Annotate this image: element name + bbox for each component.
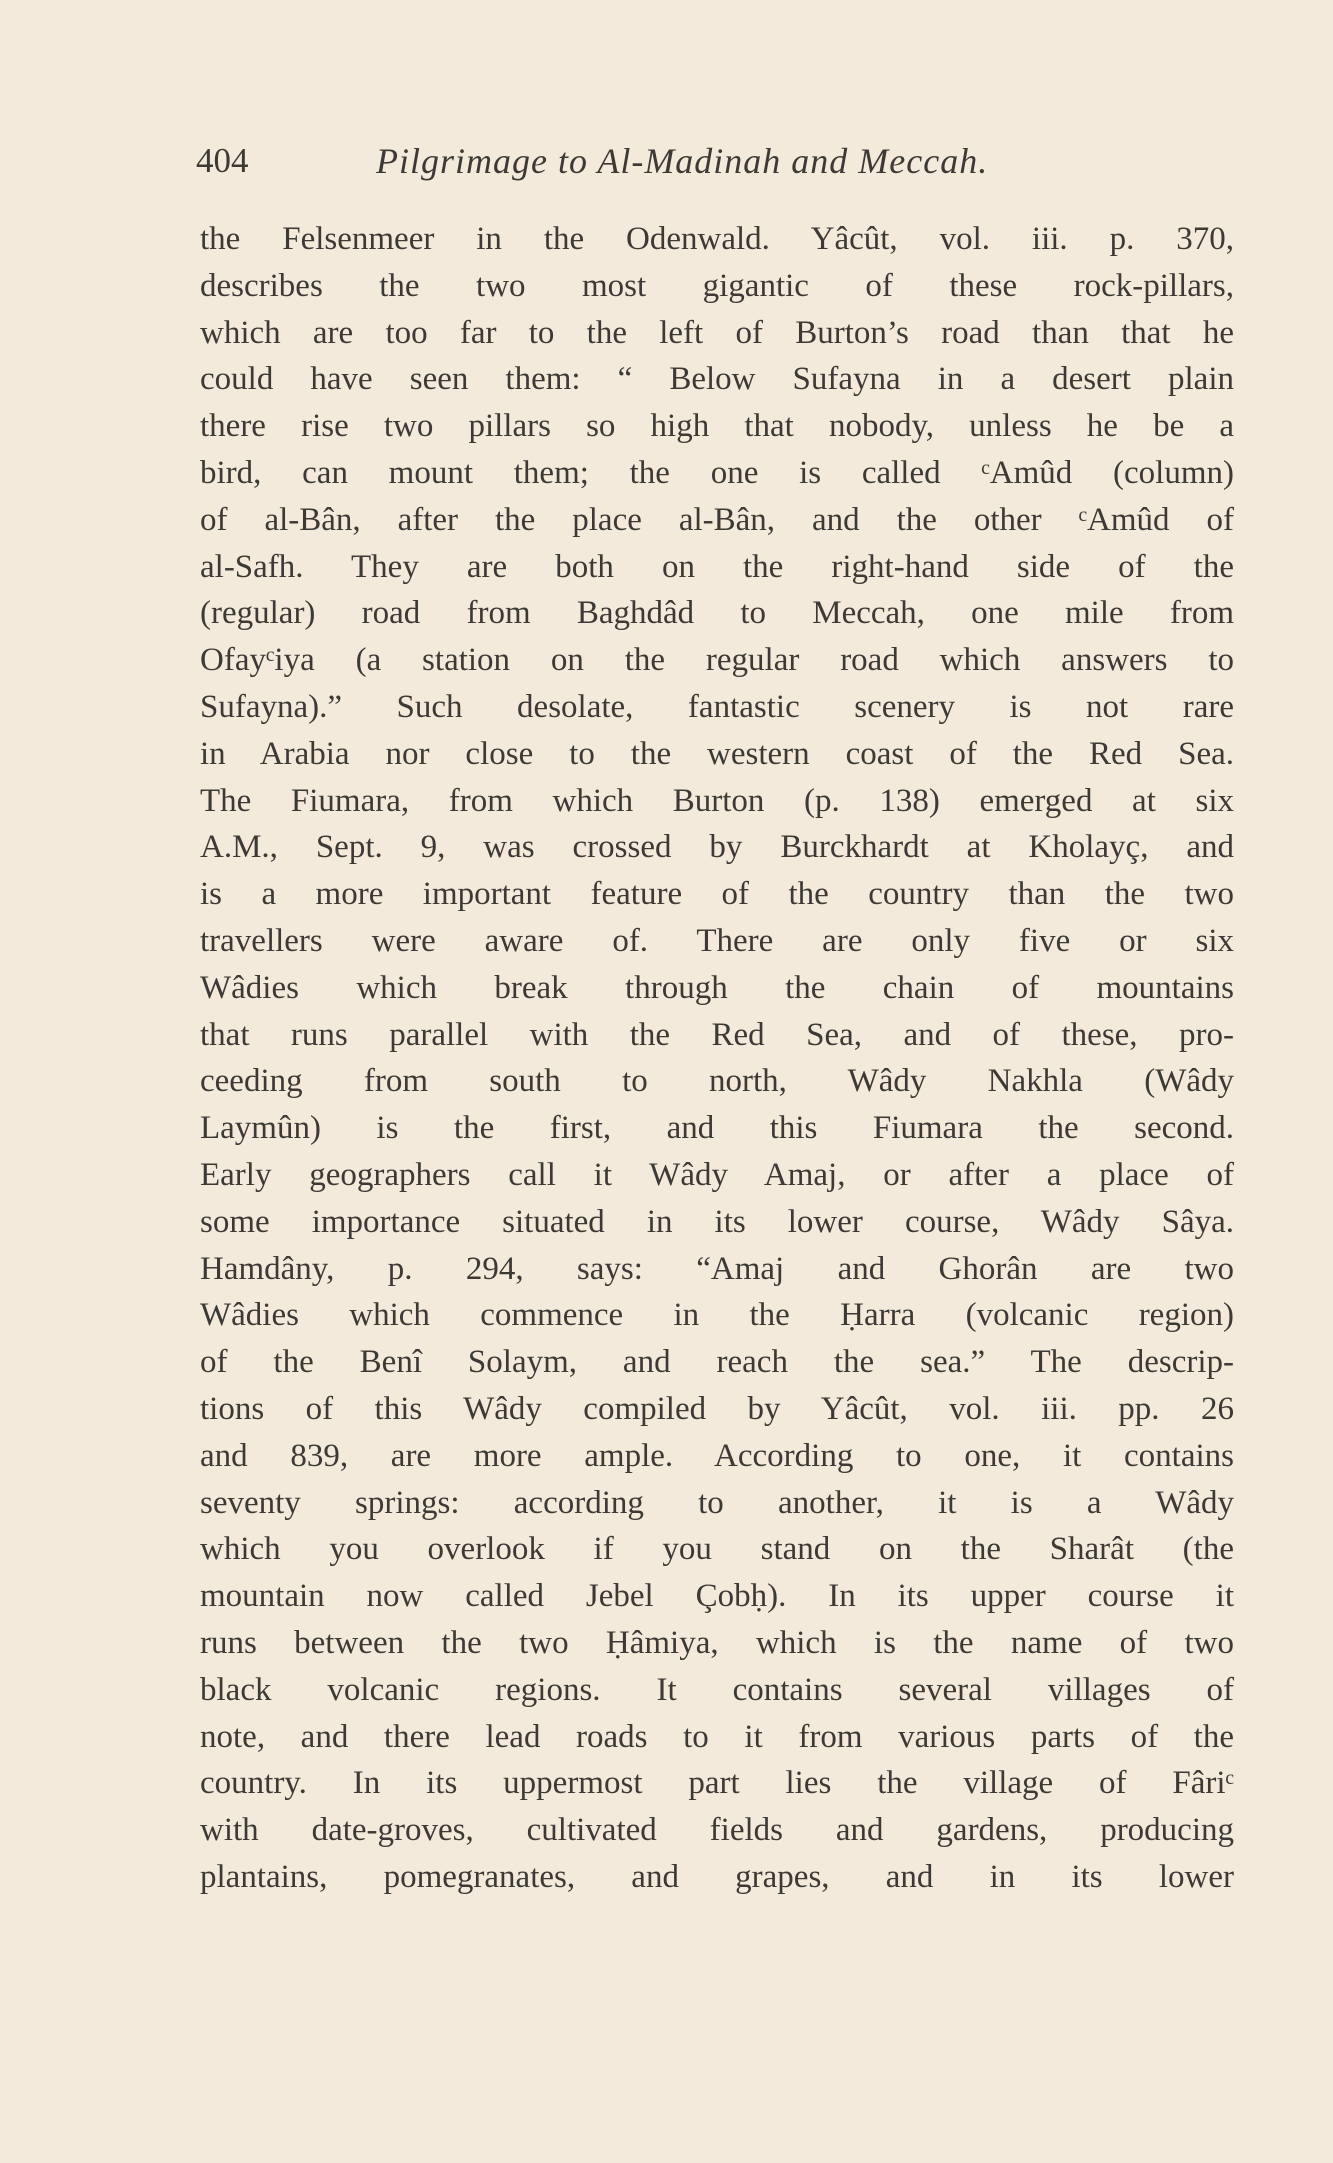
text-line: black volcanic regions. It contains several villages of (200, 1671, 1234, 1708)
text-line: with date-groves, cultivated fields and gardens, producing (200, 1812, 1234, 1849)
text-line: runs between the two Ḥâmiya, which is the name of two (200, 1624, 1234, 1661)
text-line: ceeding from south to north, Wâdy Nakhla (Wâdy (200, 1063, 1234, 1100)
text-line: of al-Bân, after the place al-Bân, and the other ᶜAmûd of (200, 501, 1234, 538)
text-line: Laymûn) is the first, and this Fiumara the second. (200, 1110, 1234, 1147)
running-head (196, 138, 1058, 184)
text-line: mountain now called Jebel Çobḥ). In its upper course it (200, 1578, 1234, 1615)
text-line: tions of this Wâdy compiled by Yâcût, vol. iii. pp. 26 (200, 1390, 1234, 1427)
text-line: which are too far to the left of Burton’s road than that he (200, 314, 1234, 351)
text-line: al-Safh. They are both on the right-hand side of the (200, 548, 1234, 585)
text-line: in Arabia nor close to the western coast of the Red Sea. (200, 735, 1234, 772)
body-text (200, 216, 1234, 1901)
text-line: of the Benî Solaym, and reach the sea.” The descrip- (200, 1344, 1234, 1381)
text-line: Sufayna).” Such desolate, fantastic scenery is not rare (200, 688, 1234, 725)
running-title: Pilgrimage to Al-Madinah and Meccah. (376, 141, 989, 181)
text-line: and 839, are more ample. According to one, it contains (200, 1437, 1234, 1474)
text-line: which you overlook if you stand on the Sharât (the (200, 1531, 1234, 1568)
text-line: that runs parallel with the Red Sea, and of these, pro- (200, 1016, 1234, 1053)
text-line: Early geographers call it Wâdy Amaj, or after a place of (200, 1156, 1234, 1193)
text-line: note, and there lead roads to it from various parts of the (200, 1718, 1234, 1755)
text-line: country. In its uppermost part lies the village of Fâriᶜ (200, 1765, 1234, 1802)
text-line: plantains, pomegranates, and grapes, and in its lower (200, 1858, 1234, 1895)
text-line: (regular) road from Baghdâd to Meccah, one mile from (200, 595, 1234, 632)
text-line: could have seen them: “ Below Sufayna in a desert plain (200, 361, 1234, 398)
text-line: Wâdies which commence in the Ḥarra (volcanic region) (200, 1297, 1234, 1334)
text-line: A.M., Sept. 9, was crossed by Burckhardt at Kholayç, and (200, 829, 1234, 866)
text-line: Ofayᶜiya (a station on the regular road which answers to (200, 642, 1234, 679)
text-line: bird, can mount them; the one is called ᶜAmûd (column) (200, 454, 1234, 491)
text-line: Wâdies which break through the chain of mountains (200, 969, 1234, 1006)
page-number: 404 (196, 141, 249, 180)
text-line: travellers were aware of. There are only five or six (200, 922, 1234, 959)
text-line: some importance situated in its lower course, Wâdy Sâya. (200, 1203, 1234, 1240)
text-line: the Felsenmeer in the Odenwald. Yâcût, vol. iii. p. 370, (200, 221, 1234, 257)
text-line: is a more important feature of the country than the two (200, 876, 1234, 913)
text-line: describes the two most gigantic of these rock-pillars, (200, 267, 1234, 304)
text-line: seventy springs: according to another, it is a Wâdy (200, 1484, 1234, 1521)
text-line: Hamdâny, p. 294, says: “Amaj and Ghorân are two (200, 1250, 1234, 1287)
text-line: The Fiumara, from which Burton (p. 138) emerged at six (200, 782, 1234, 819)
text-line: there rise two pillars so high that nobody, unless he be a (200, 408, 1234, 445)
